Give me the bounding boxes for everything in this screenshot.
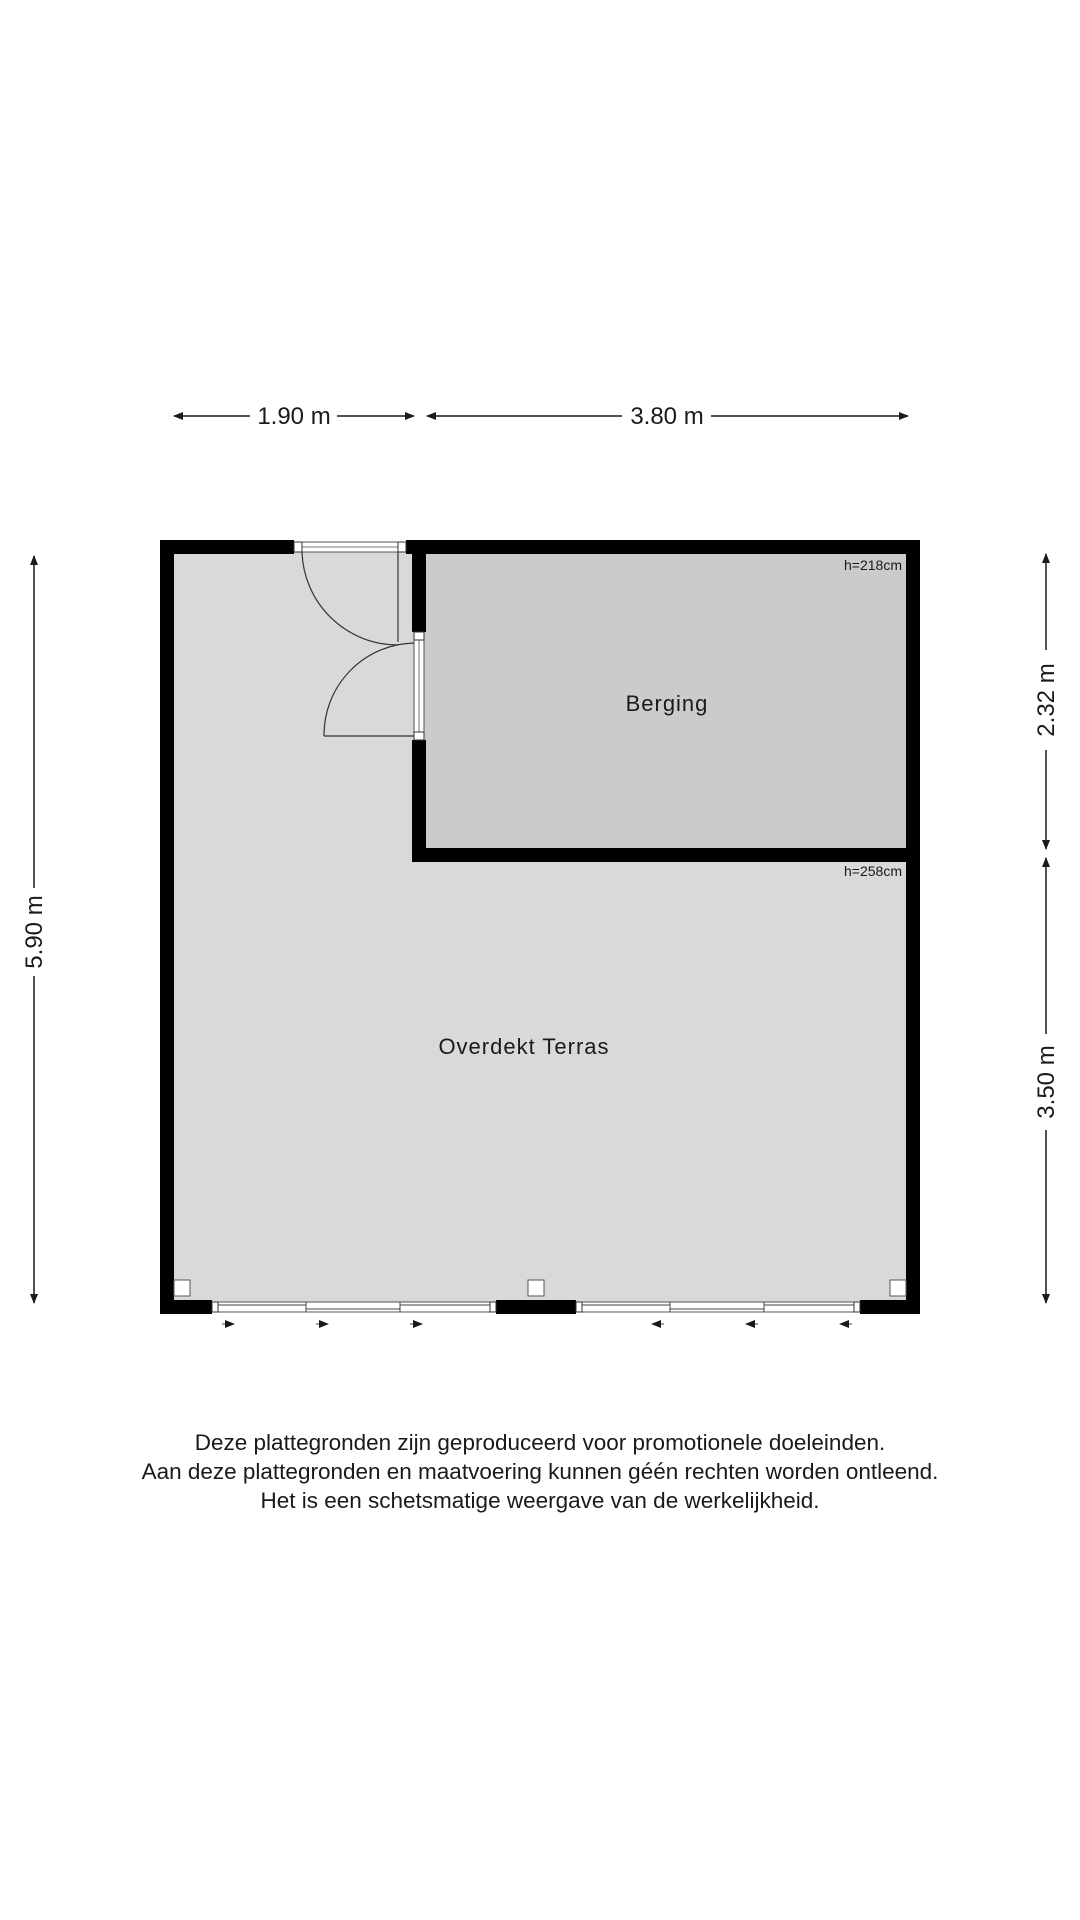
disclaimer-line: Deze plattegronden zijn geproduceerd voor promotionele doeleinden. — [194, 1430, 886, 1455]
room-label-terrace: Overdekt Terras — [438, 1034, 610, 1059]
disclaimer — [0, 1428, 1080, 1515]
room-label-storage: Berging — [625, 691, 709, 716]
dimension-right-upper — [1033, 554, 1060, 849]
dimension-label-top-right: 3.80 m — [630, 403, 704, 430]
dimension-label-right-lower: 3.50 m — [1033, 1045, 1060, 1119]
dimension-label-left-total: 5.90 m — [21, 895, 48, 969]
sliding-windows-right — [576, 1302, 860, 1324]
dimension-right-lower — [1033, 858, 1060, 1303]
dimension-label-top-left: 1.90 m — [257, 403, 331, 430]
dimension-top-left — [174, 403, 414, 430]
height-label-terrace: h=258cm — [844, 863, 902, 879]
disclaimer-line: Aan deze plattegronden en maatvoering kunnen géén rechten worden ontleend. — [141, 1459, 939, 1484]
sliding-windows-left — [212, 1302, 496, 1324]
disclaimer-line: Het is een schetsmatige weergave van de werkelijkheid. — [260, 1488, 820, 1513]
dimension-label-right-upper: 2.32 m — [1033, 663, 1060, 737]
height-label-storage: h=218cm — [844, 557, 902, 573]
dimension-top-right — [427, 403, 908, 430]
dimension-left-total — [21, 556, 48, 1303]
